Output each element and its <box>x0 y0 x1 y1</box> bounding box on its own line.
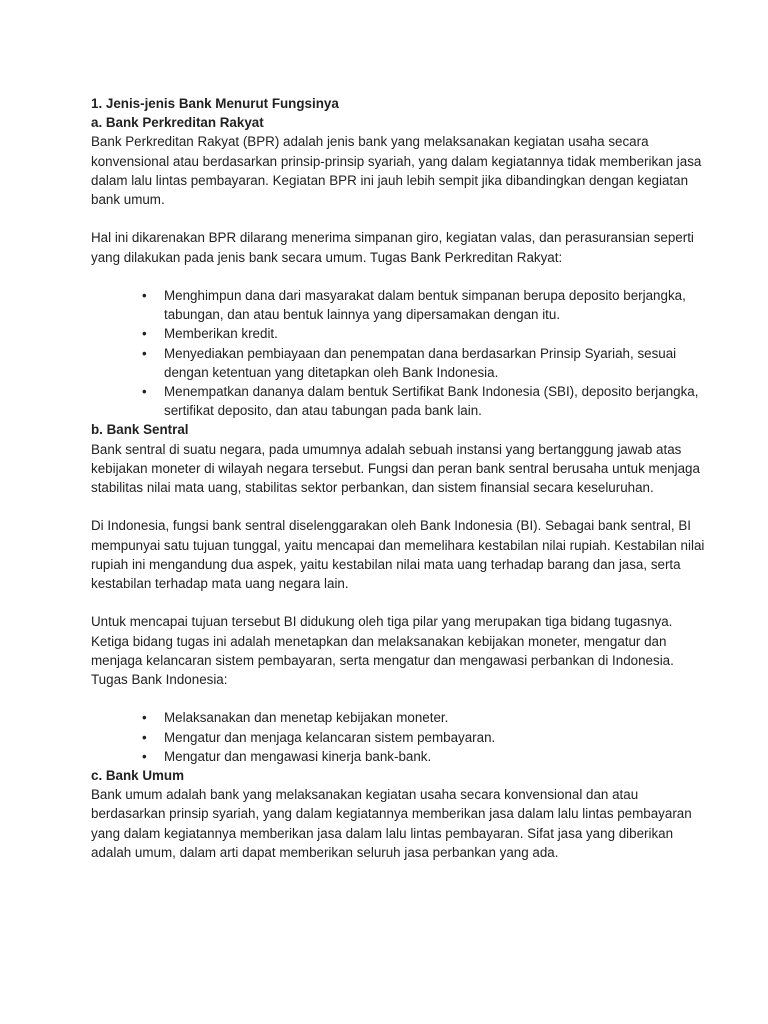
list-item: • Memberikan kredit. <box>91 324 708 343</box>
list-item: • Mengatur dan mengawasi kinerja bank-bank. <box>91 747 708 766</box>
paragraph-bank-indonesia: Di Indonesia, fungsi bank sentral diselenggarakan oleh Bank Indonesia (BI). Sebagai bank sentral, BI mempunyai satu tujuan tunggal, yaitu mencapai dan memelihara kestabilan nilai rupiah. Kestabilan nilai rupiah ini mengandung dua aspek, yaitu kestabilan nilai mata uang terhadap barang dan jasa, serta kestabilan terhadap mata uang negara lain. <box>91 518 705 592</box>
section-heading-bank-umum: c. Bank Umum <box>91 768 185 784</box>
paragraph-bpr-restrictions: Hal ini dikarenakan BPR dilarang menerima simpanan giro, kegiatan valas, dan perasuransian seperti yang dilakukan pada jenis bank secara umum. Tugas Bank Perkreditan Rakyat: <box>91 230 694 265</box>
paragraph-spacer <box>91 497 708 516</box>
paragraph-spacer <box>91 267 708 286</box>
section-heading-bpr: a. Bank Perkreditan Rakyat <box>91 115 264 131</box>
paragraph-spacer <box>91 209 708 228</box>
document-title: 1. Jenis-jenis Bank Menurut Fungsinya <box>91 96 339 111</box>
list-item: • Melaksanakan dan menetap kebijakan moneter. <box>91 708 708 727</box>
paragraph-bi-pillars: Untuk mencapai tujuan tersebut BI didukung oleh tiga pilar yang merupakan tiga bidang tugasnya. Ketiga bidang tugas ini adalah menetapkan dan melaksanakan kebijakan moneter, mengatur dan menjaga kelancaran sistem pembayaran, serta mengatur dan mengawasi perbankan di Indonesia. Tugas Bank Indonesia: <box>91 614 674 688</box>
bpr-tasks-list <box>91 286 708 420</box>
list-item: • Menghimpun dana dari masyarakat dalam bentuk simpanan berupa deposito berjangka, tabungan, dan atau bentuk lainnya yang dipersamakan dengan itu. <box>91 286 708 324</box>
list-item: • Menyediakan pembiayaan dan penempatan dana berdasarkan Prinsip Syariah, sesuai dengan ketentuan yang ditetapkan oleh Bank Indonesia. <box>91 344 708 382</box>
paragraph-spacer <box>91 689 708 708</box>
paragraph-bank-sentral-definition: Bank sentral di suatu negara, pada umumnya adalah sebuah instansi yang bertanggung jawab atas kebijakan moneter di wilayah negara tersebut. Fungsi dan peran bank sentral berusaha untuk menjaga stabilitas nilai mata uang, stabilitas sektor perbankan, dan sistem finansial secara keseluruhan. <box>91 441 700 496</box>
paragraph-spacer <box>91 593 708 612</box>
paragraph-bpr-definition: Bank Perkreditan Rakyat (BPR) adalah jenis bank yang melaksanakan kegiatan usaha secara konvensional atau berdasarkan prinsip-prinsip syariah, yang dalam kegiatannya tidak memberikan jasa dalam lalu lintas pembayaran. Kegiatan BPR ini jauh lebih sempit jika dibandingkan dengan kegiatan bank umum. <box>91 134 702 208</box>
list-item: • Menempatkan dananya dalam bentuk Sertifikat Bank Indonesia (SBI), deposito berjangka, sertifikat deposito, dan atau tabungan pada bank lain. <box>91 382 708 420</box>
section-heading-bank-sentral: b. Bank Sentral <box>91 422 189 438</box>
list-item: • Mengatur dan menjaga kelancaran sistem pembayaran. <box>91 728 708 747</box>
paragraph-bank-umum-definition: Bank umum adalah bank yang melaksanakan kegiatan usaha secara konvensional dan atau berdasarkan prinsip syariah, yang dalam kegiatannya memberikan jasa dalam lalu lintas pembayaran yang dalam kegiatannya memberikan jasa dalam lalu lintas pembayaran. Sifat jasa yang diberikan adalah umum, dalam arti dapat memberikan seluruh jasa perbankan yang ada. <box>91 787 692 860</box>
bi-tasks-list <box>91 708 708 766</box>
